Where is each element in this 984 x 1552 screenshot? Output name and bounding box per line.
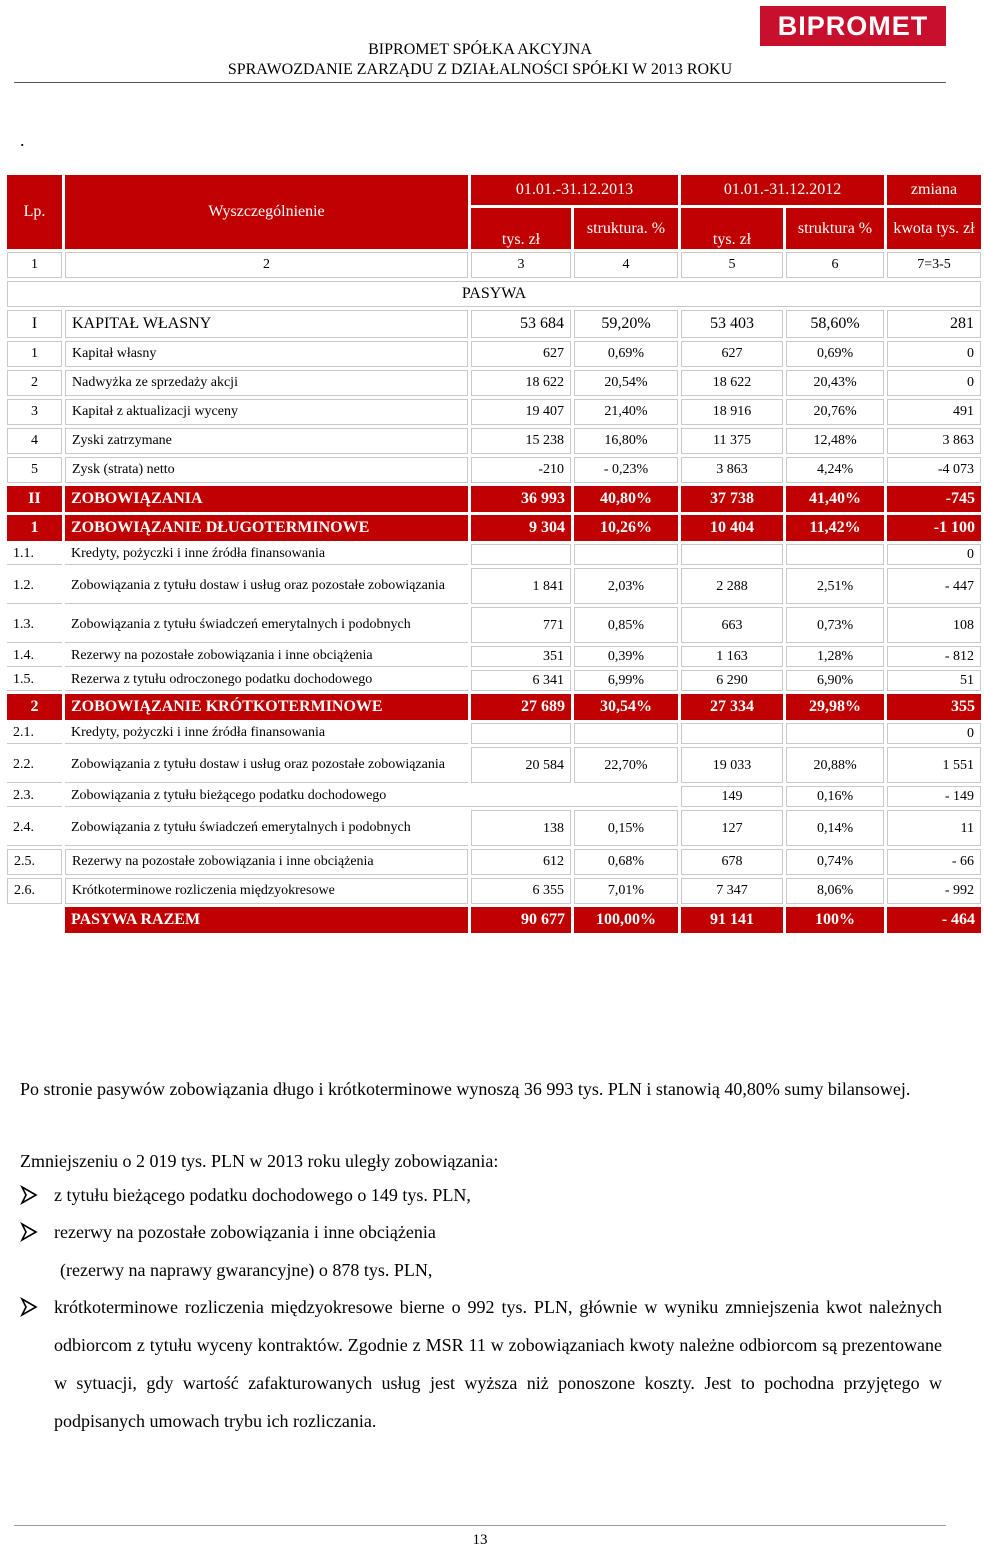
row-struct-2013: 0,15%	[574, 810, 678, 846]
colnum: 5	[681, 252, 783, 278]
row-struct-2012: 20,43%	[786, 370, 884, 396]
row-val-2013: 6 341	[471, 670, 571, 691]
row-name: ZOBOWIĄZANIE KRÓTKOTERMINOWE	[65, 694, 468, 720]
header-lp: Lp.	[7, 175, 62, 249]
row-lp: 2.5.	[7, 849, 62, 875]
table-row	[7, 341, 981, 367]
row-change: -4 073	[887, 457, 981, 483]
row-val-2012: 91 141	[681, 907, 783, 933]
table-row	[7, 747, 981, 783]
row-change: 491	[887, 399, 981, 425]
header-divider	[14, 82, 946, 83]
row-struct-2012: 41,40%	[786, 486, 884, 512]
row-struct-2012: 0,73%	[786, 607, 884, 643]
table-row	[7, 607, 981, 643]
header-name: Wyszczególnienie	[65, 175, 468, 249]
row-lp: 2.3.	[7, 786, 62, 807]
table-row	[7, 399, 981, 425]
row-struct-2012: 2,51%	[786, 568, 884, 604]
footer-divider	[14, 1525, 946, 1526]
row-val-2012: 663	[681, 607, 783, 643]
table-row-total	[7, 515, 981, 541]
report-title: SPRAWOZDANIE ZARZĄDU Z DZIAŁALNOŚCI SPÓŁKI W 2013 ROKU	[227, 61, 733, 78]
row-change: 0	[887, 544, 981, 565]
row-val-2012: 149	[681, 786, 783, 807]
row-lp: 1	[7, 341, 62, 367]
row-val-2013: 19 407	[471, 399, 571, 425]
row-val-2012: 7 347	[681, 878, 783, 904]
row-change: - 447	[887, 568, 981, 604]
row-lp	[7, 907, 62, 933]
header-struct-2013: struktura. %	[574, 208, 678, 249]
table-row	[7, 310, 981, 338]
row-change: - 149	[887, 786, 981, 807]
row-val-2013: 20 584	[471, 747, 571, 783]
row-lp: 2.4.	[7, 810, 62, 846]
header-period-2012: 01.01.-31.12.2012	[681, 175, 884, 205]
row-name: Zobowiązania z tytułu dostaw i usług oraz pozostałe zobowiązania	[65, 568, 468, 604]
table-row-total	[7, 694, 981, 720]
row-struct-2013: 22,70%	[574, 747, 678, 783]
header-kwota: kwota tys. zł	[887, 208, 981, 249]
row-lp: 2.6.	[7, 878, 62, 904]
row-lp: 3	[7, 399, 62, 425]
row-val-2012: 127	[681, 810, 783, 846]
row-struct-2013	[574, 544, 678, 565]
row-struct-2012	[786, 544, 884, 565]
row-val-2013	[471, 723, 571, 744]
row-name: PASYWA RAZEM	[65, 907, 468, 933]
table-header-row-1	[7, 175, 981, 205]
row-change: 51	[887, 670, 981, 691]
column-number-row	[7, 252, 981, 278]
row-val-2013: 18 622	[471, 370, 571, 396]
table-row	[7, 849, 981, 875]
row-name: Rezerwy na pozostałe zobowiązania i inne obciążenia	[65, 849, 468, 875]
row-lp: 2	[7, 370, 62, 396]
row-val-2012: 11 375	[681, 428, 783, 454]
row-lp: 2.1.	[7, 723, 62, 744]
liabilities-table	[4, 172, 984, 936]
row-struct-2012: 0,16%	[786, 786, 884, 807]
row-struct-2012: 6,90%	[786, 670, 884, 691]
row-val-2013: 627	[471, 341, 571, 367]
row-name: Rezerwy na pozostałe zobowiązania i inne obciążenia	[65, 646, 468, 667]
row-val-2012	[681, 544, 783, 565]
row-struct-2012: 0,74%	[786, 849, 884, 875]
row-struct-2012: 20,88%	[786, 747, 884, 783]
row-name: KAPITAŁ WŁASNY	[65, 310, 468, 338]
row-val-2013: 6 355	[471, 878, 571, 904]
row-val-2013: 612	[471, 849, 571, 875]
header-period-2013: 01.01.-31.12.2013	[471, 175, 678, 205]
page-header	[0, 0, 960, 90]
row-val-2013: -210	[471, 457, 571, 483]
row-name: Zobowiązania z tytułu bieżącego podatku dochodowego	[65, 786, 678, 807]
row-lp: 5	[7, 457, 62, 483]
row-val-2012: 1 163	[681, 646, 783, 667]
row-val-2012: 6 290	[681, 670, 783, 691]
row-struct-2013: 16,80%	[574, 428, 678, 454]
section-row	[7, 281, 981, 307]
row-struct-2012: 4,24%	[786, 457, 884, 483]
arrow-bullet-icon	[20, 1297, 38, 1317]
arrow-bullet-icon	[20, 1222, 38, 1242]
row-val-2012: 27 334	[681, 694, 783, 720]
row-val-2012: 37 738	[681, 486, 783, 512]
bullet-accruals: krótkoterminowe rozliczenia międzyokresowe bierne o 992 tys. PLN, głównie w wyniku zmniejszenia kwot należnych odbiorcom z tytułu wyceny kontraktów. Zgodnie z MSR 11 w zobowiązaniach kwoty należne odbiorcom są prezentowane w sytuacji, gdy wartość zafakturowanych usług jest wyższa niż ponoszone koszty. Jest to pochodna przyjętego w podpisanych umowach trybu ich rozliczania.	[54, 1297, 942, 1431]
bipromet-logo: BIPROMET	[760, 6, 946, 46]
row-change: 0	[887, 370, 981, 396]
row-val-2012: 18 916	[681, 399, 783, 425]
row-val-2012: 18 622	[681, 370, 783, 396]
colnum: 6	[786, 252, 884, 278]
header-tys-2013: tys. zł	[471, 208, 571, 249]
row-name: Zysk (strata) netto	[65, 457, 468, 483]
colnum: 2	[65, 252, 468, 278]
header-struct-2012: struktura %	[786, 208, 884, 249]
row-change: 281	[887, 310, 981, 338]
row-change: 1 551	[887, 747, 981, 783]
row-lp: 1	[7, 515, 62, 541]
bullet-reserves: rezerwy na pozostałe zobowiązania i inne obciążenia	[54, 1222, 436, 1242]
row-change: - 66	[887, 849, 981, 875]
table-row	[7, 670, 981, 691]
row-struct-2013: - 0,23%	[574, 457, 678, 483]
row-lp: 1.5.	[7, 670, 62, 691]
row-struct-2012	[786, 723, 884, 744]
row-struct-2013: 0,85%	[574, 607, 678, 643]
paragraph-decrease: Zmniejszeniu o 2 019 tys. PLN w 2013 roku uległy zobowiązania:	[20, 1151, 499, 1171]
row-lp: 1.4.	[7, 646, 62, 667]
row-struct-2013: 10,26%	[574, 515, 678, 541]
row-name: Kredyty, pożyczki i inne źródła finansowania	[65, 723, 468, 744]
row-struct-2012: 0,69%	[786, 341, 884, 367]
arrow-bullet-icon	[20, 1185, 38, 1205]
row-struct-2013: 21,40%	[574, 399, 678, 425]
row-struct-2013: 40,80%	[574, 486, 678, 512]
row-lp: 2	[7, 694, 62, 720]
row-struct-2013: 100,00%	[574, 907, 678, 933]
row-val-2013: 53 684	[471, 310, 571, 338]
row-struct-2013: 0,69%	[574, 341, 678, 367]
row-name: Zobowiązania z tytułu dostaw i usług oraz pozostałe zobowiązania	[65, 747, 468, 783]
row-name: Kapitał własny	[65, 341, 468, 367]
table-row	[7, 646, 981, 667]
row-struct-2013: 7,01%	[574, 878, 678, 904]
row-struct-2013: 30,54%	[574, 694, 678, 720]
table-row-grand-total	[7, 907, 981, 933]
bullet-reserves-detail: (rezerwy na naprawy gwarancyjne) o 878 tys. PLN,	[60, 1260, 433, 1280]
row-struct-2012: 8,06%	[786, 878, 884, 904]
row-change: 11	[887, 810, 981, 846]
row-val-2013: 27 689	[471, 694, 571, 720]
table-row	[7, 544, 981, 565]
table-row	[7, 428, 981, 454]
row-change: - 812	[887, 646, 981, 667]
colnum: 4	[574, 252, 678, 278]
row-lp: I	[7, 310, 62, 338]
row-val-2013: 351	[471, 646, 571, 667]
row-change: 0	[887, 723, 981, 744]
row-name: Nadwyżka ze sprzedaży akcji	[65, 370, 468, 396]
row-val-2012: 2 288	[681, 568, 783, 604]
row-lp: 1.3.	[7, 607, 62, 643]
row-val-2012: 19 033	[681, 747, 783, 783]
row-struct-2013: 0,68%	[574, 849, 678, 875]
row-name: Zobowiązania z tytułu świadczeń emerytalnych i podobnych	[65, 810, 468, 846]
row-change: 0	[887, 341, 981, 367]
row-change: 3 863	[887, 428, 981, 454]
row-val-2012: 53 403	[681, 310, 783, 338]
row-name: Zobowiązania z tytułu świadczeń emerytalnych i podobnych	[65, 607, 468, 643]
row-struct-2012: 11,42%	[786, 515, 884, 541]
row-change: -745	[887, 486, 981, 512]
paragraph-liabilities: Po stronie pasywów zobowiązania długo i krótkoterminowe wynoszą 36 993 tys. PLN i stanowią 40,80% sumy bilansowej.	[20, 1079, 911, 1099]
row-val-2013	[471, 544, 571, 565]
row-val-2012	[681, 723, 783, 744]
row-val-2013: 9 304	[471, 515, 571, 541]
row-lp: 4	[7, 428, 62, 454]
row-val-2013: 138	[471, 810, 571, 846]
row-lp: 2.2.	[7, 747, 62, 783]
row-struct-2012: 100%	[786, 907, 884, 933]
row-val-2013: 36 993	[471, 486, 571, 512]
page-number: 13	[472, 1532, 488, 1548]
row-struct-2013: 20,54%	[574, 370, 678, 396]
table-row	[7, 568, 981, 604]
table-row	[7, 723, 981, 744]
row-name: ZOBOWIĄZANIE DŁUGOTERMINOWE	[65, 515, 468, 541]
header-change: zmiana	[887, 175, 981, 205]
row-struct-2012: 29,98%	[786, 694, 884, 720]
row-change: 108	[887, 607, 981, 643]
row-val-2012: 3 863	[681, 457, 783, 483]
table-row	[7, 786, 981, 807]
row-name: Zyski zatrzymane	[65, 428, 468, 454]
row-val-2012: 10 404	[681, 515, 783, 541]
row-struct-2013: 59,20%	[574, 310, 678, 338]
header-tys-2012: tys. zł	[681, 208, 783, 249]
colnum: 1	[7, 252, 62, 278]
row-name: Rezerwa z tytułu odroczonego podatku dochodowego	[65, 670, 468, 691]
table-row	[7, 810, 981, 846]
row-name: Kredyty, pożyczki i inne źródła finansowania	[65, 544, 468, 565]
row-val-2013: 771	[471, 607, 571, 643]
row-val-2013: 90 677	[471, 907, 571, 933]
row-name: Kapitał z aktualizacji wyceny	[65, 399, 468, 425]
colnum: 3	[471, 252, 571, 278]
row-struct-2012: 58,60%	[786, 310, 884, 338]
colnum: 7=3-5	[887, 252, 981, 278]
bullet-tax: z tytułu bieżącego podatku dochodowego o 149 tys. PLN,	[54, 1185, 471, 1205]
row-struct-2013	[574, 723, 678, 744]
section-title: PASYWA	[7, 281, 981, 307]
table-row	[7, 457, 981, 483]
company-name: BIPROMET SPÓŁKA AKCYJNA	[368, 41, 592, 58]
row-name: Krótkoterminowe rozliczenia międzyokresowe	[65, 878, 468, 904]
row-struct-2013: 6,99%	[574, 670, 678, 691]
row-lp: II	[7, 486, 62, 512]
stray-dot: .	[20, 130, 25, 150]
row-val-2012: 627	[681, 341, 783, 367]
row-change: 355	[887, 694, 981, 720]
table-row	[7, 370, 981, 396]
row-struct-2012: 20,76%	[786, 399, 884, 425]
table-row	[7, 878, 981, 904]
row-struct-2012: 12,48%	[786, 428, 884, 454]
row-lp: 1.1.	[7, 544, 62, 565]
row-struct-2012: 0,14%	[786, 810, 884, 846]
row-change: -1 100	[887, 515, 981, 541]
row-val-2012: 678	[681, 849, 783, 875]
row-struct-2013: 0,39%	[574, 646, 678, 667]
row-lp: 1.2.	[7, 568, 62, 604]
row-val-2013: 1 841	[471, 568, 571, 604]
row-name: ZOBOWIĄZANIA	[65, 486, 468, 512]
row-change: - 992	[887, 878, 981, 904]
table-row-total	[7, 486, 981, 512]
row-struct-2013: 2,03%	[574, 568, 678, 604]
row-struct-2012: 1,28%	[786, 646, 884, 667]
row-change: - 464	[887, 907, 981, 933]
row-val-2013: 15 238	[471, 428, 571, 454]
